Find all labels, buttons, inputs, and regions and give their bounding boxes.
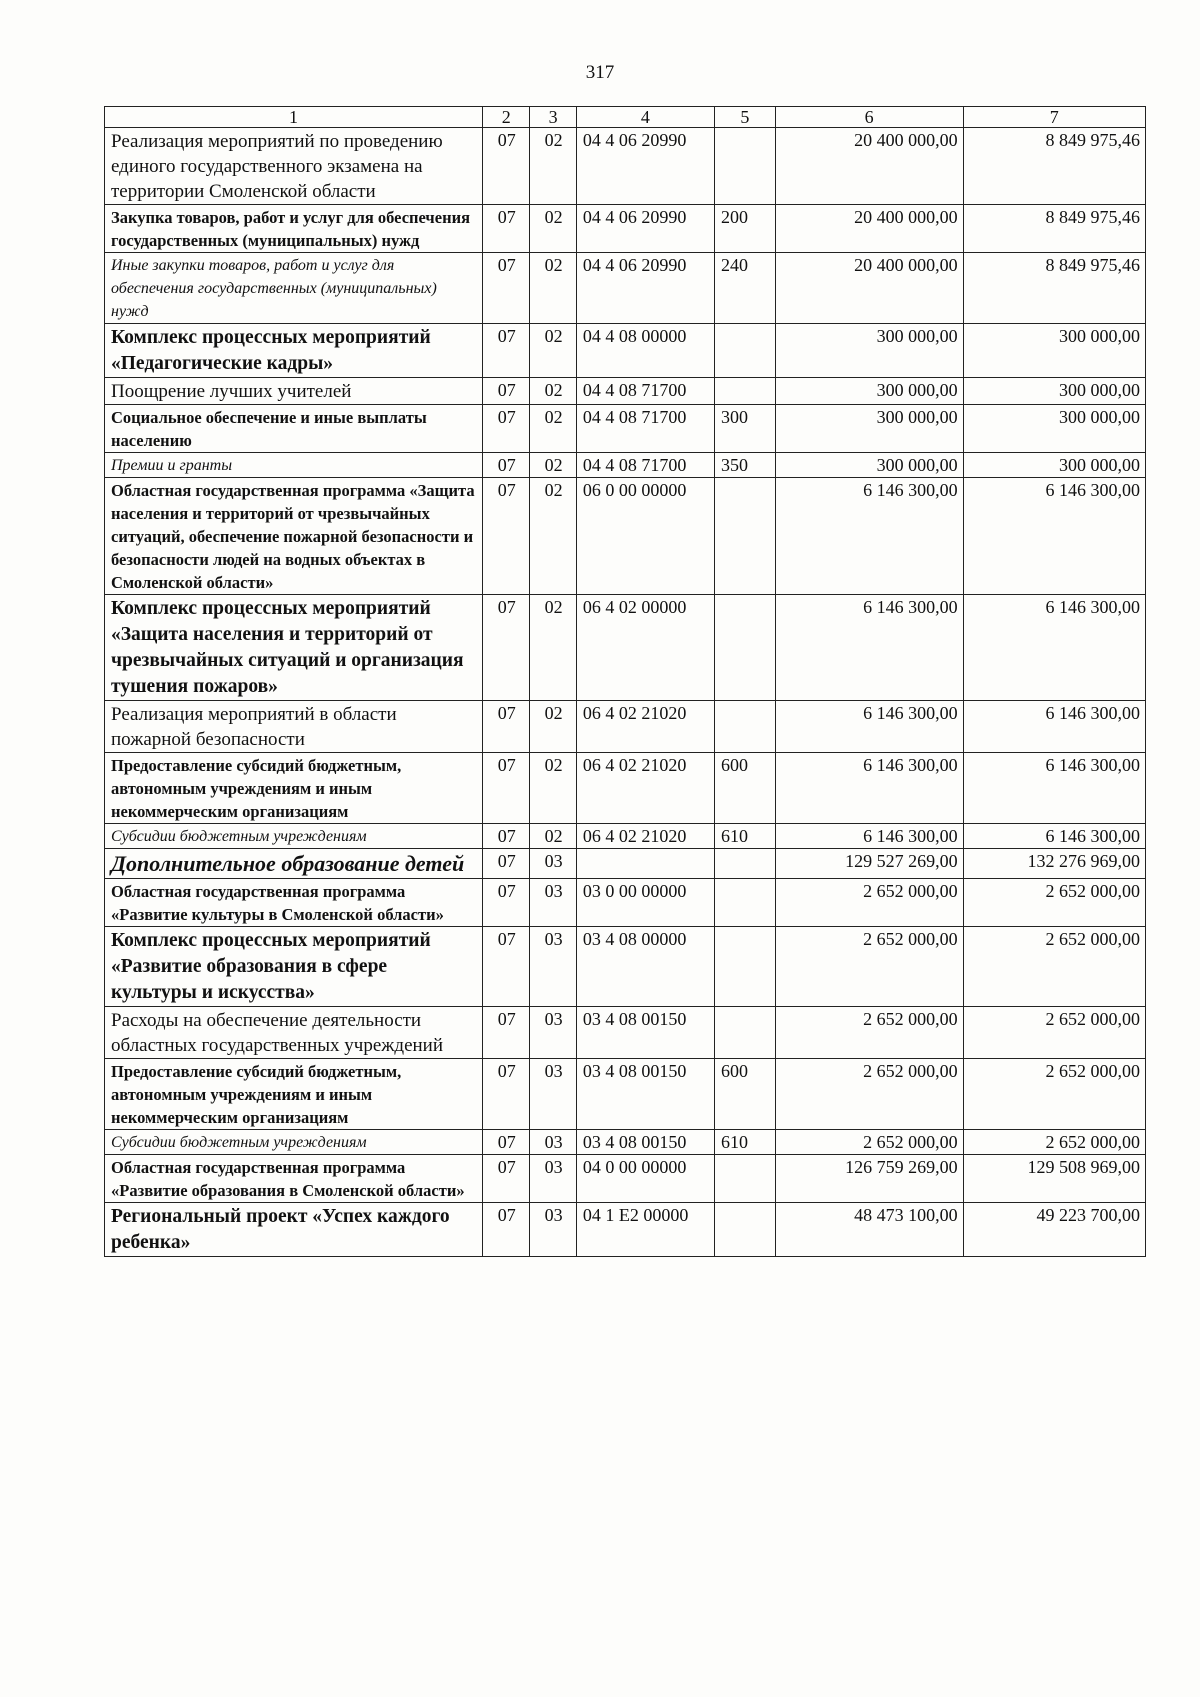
section-code-cell: 07 [482,824,530,849]
subsection-code-cell: 02 [530,824,576,849]
amount-year1-cell: 20 400 000,00 [775,253,963,324]
subsection-code-cell: 02 [530,478,576,595]
section-code-cell: 07 [482,253,530,324]
header-cell: 2 [482,107,530,128]
subsection-code-cell: 03 [530,1059,576,1130]
target-article-cell: 04 4 08 71700 [576,453,714,478]
amount-year2-cell: 49 223 700,00 [963,1203,1145,1257]
amount-year1-cell: 48 473 100,00 [775,1203,963,1257]
amount-year2-cell: 8 849 975,46 [963,253,1145,324]
row-name-cell: Областная государственная программа «Развитие культуры в Смоленской области» [105,879,483,927]
amount-year2-cell: 129 508 969,00 [963,1155,1145,1203]
expense-type-cell [714,324,775,378]
row-name-cell: Социальное обеспечение и иные выплаты населению [105,405,483,453]
expense-type-cell: 610 [714,824,775,849]
amount-year2-cell: 300 000,00 [963,378,1145,405]
target-article-cell: 06 4 02 21020 [576,753,714,824]
expense-type-cell: 240 [714,253,775,324]
table-row [105,1007,1146,1059]
table-row [105,1155,1146,1203]
target-article-cell: 03 4 08 00000 [576,927,714,1007]
target-article-cell: 04 4 08 00000 [576,324,714,378]
table-row [105,1203,1146,1257]
table-row [105,824,1146,849]
header-cell: 6 [775,107,963,128]
expense-type-cell [714,1007,775,1059]
target-article-cell: 04 0 00 00000 [576,1155,714,1203]
section-code-cell: 07 [482,927,530,1007]
amount-year1-cell: 300 000,00 [775,453,963,478]
target-article-cell: 03 0 00 00000 [576,879,714,927]
section-code-cell: 07 [482,879,530,927]
row-name-cell: Реализация мероприятий в области пожарной безопасности [105,701,483,753]
subsection-code-cell: 02 [530,378,576,405]
amount-year1-cell: 20 400 000,00 [775,205,963,253]
table-row [105,1059,1146,1130]
expense-type-cell: 610 [714,1130,775,1155]
section-code-cell: 07 [482,378,530,405]
amount-year2-cell: 132 276 969,00 [963,849,1145,879]
amount-year2-cell: 2 652 000,00 [963,1007,1145,1059]
amount-year1-cell: 129 527 269,00 [775,849,963,879]
table-row [105,253,1146,324]
target-article-cell: 04 4 06 20990 [576,128,714,205]
section-code-cell: 07 [482,1130,530,1155]
subsection-code-cell: 02 [530,701,576,753]
table-row [105,478,1146,595]
row-name-cell: Региональный проект «Успех каждого ребенка» [105,1203,483,1257]
section-code-cell: 07 [482,753,530,824]
table-row [105,378,1146,405]
amount-year2-cell: 6 146 300,00 [963,701,1145,753]
row-name-cell: Областная государственная программа «Развитие образования в Смоленской области» [105,1155,483,1203]
subsection-code-cell: 02 [530,205,576,253]
table-row [105,753,1146,824]
table-row [105,927,1146,1007]
expense-type-cell: 200 [714,205,775,253]
table-row [105,701,1146,753]
subsection-code-cell: 03 [530,849,576,879]
section-code-cell: 07 [482,1059,530,1130]
target-article-cell: 04 4 06 20990 [576,205,714,253]
subsection-code-cell: 03 [530,879,576,927]
expense-type-cell [714,927,775,1007]
header-cell: 3 [530,107,576,128]
row-name-cell: Поощрение лучших учителей [105,378,483,405]
subsection-code-cell: 02 [530,595,576,701]
table-row [105,879,1146,927]
amount-year1-cell: 6 146 300,00 [775,478,963,595]
target-article-cell: 04 1 E2 00000 [576,1203,714,1257]
expense-type-cell [714,595,775,701]
table-row [105,405,1146,453]
amount-year1-cell: 6 146 300,00 [775,595,963,701]
amount-year1-cell: 6 146 300,00 [775,824,963,849]
amount-year2-cell: 300 000,00 [963,324,1145,378]
amount-year2-cell: 6 146 300,00 [963,753,1145,824]
row-name-cell: Предоставление субсидий бюджетным, автономным учреждениям и иным некоммерческим организациям [105,1059,483,1130]
table-row [105,453,1146,478]
subsection-code-cell: 03 [530,1155,576,1203]
amount-year1-cell: 300 000,00 [775,405,963,453]
amount-year2-cell: 2 652 000,00 [963,1130,1145,1155]
amount-year2-cell: 300 000,00 [963,405,1145,453]
subsection-code-cell: 02 [530,453,576,478]
section-code-cell: 07 [482,405,530,453]
target-article-cell: 06 4 02 00000 [576,595,714,701]
section-code-cell: 07 [482,1203,530,1257]
amount-year1-cell: 2 652 000,00 [775,879,963,927]
row-name-cell: Субсидии бюджетным учреждениям [105,824,483,849]
subsection-code-cell: 02 [530,753,576,824]
row-name-cell: Иные закупки товаров, работ и услуг для обеспечения государственных (муниципальных) нужд [105,253,483,324]
section-code-cell: 07 [482,1007,530,1059]
expense-type-cell [714,1203,775,1257]
expense-type-cell [714,879,775,927]
table-row [105,1130,1146,1155]
target-article-cell: 04 4 08 71700 [576,405,714,453]
expense-type-cell [714,478,775,595]
subsection-code-cell: 02 [530,324,576,378]
subsection-code-cell: 02 [530,405,576,453]
section-code-cell: 07 [482,1155,530,1203]
expense-type-cell: 600 [714,753,775,824]
amount-year1-cell: 20 400 000,00 [775,128,963,205]
table-row [105,595,1146,701]
target-article-cell: 04 4 06 20990 [576,253,714,324]
section-code-cell: 07 [482,453,530,478]
amount-year2-cell: 300 000,00 [963,453,1145,478]
row-name-cell: Комплекс процессных мероприятий «Защита населения и территорий от чрезвычайных ситуаций и организация тушения пожаров» [105,595,483,701]
expense-type-cell: 300 [714,405,775,453]
table-row [105,324,1146,378]
budget-table [104,106,1146,1257]
amount-year1-cell: 2 652 000,00 [775,1059,963,1130]
section-code-cell: 07 [482,595,530,701]
row-name-cell: Комплекс процессных мероприятий «Развитие образования в сфере культуры и искусства» [105,927,483,1007]
section-code-cell: 07 [482,478,530,595]
amount-year1-cell: 2 652 000,00 [775,1007,963,1059]
row-name-cell: Расходы на обеспечение деятельности областных государственных учреждений [105,1007,483,1059]
amount-year2-cell: 8 849 975,46 [963,128,1145,205]
amount-year2-cell: 2 652 000,00 [963,927,1145,1007]
amount-year2-cell: 8 849 975,46 [963,205,1145,253]
target-article-cell: 06 4 02 21020 [576,701,714,753]
subsection-code-cell: 03 [530,927,576,1007]
amount-year2-cell: 2 652 000,00 [963,1059,1145,1130]
amount-year2-cell: 6 146 300,00 [963,595,1145,701]
expense-type-cell: 350 [714,453,775,478]
subsection-code-cell: 02 [530,128,576,205]
header-cell: 5 [714,107,775,128]
expense-type-cell [714,701,775,753]
subsection-code-cell: 03 [530,1203,576,1257]
amount-year1-cell: 6 146 300,00 [775,753,963,824]
target-article-cell: 06 0 00 00000 [576,478,714,595]
table-row [105,205,1146,253]
table-row [105,128,1146,205]
amount-year1-cell: 2 652 000,00 [775,1130,963,1155]
amount-year2-cell: 2 652 000,00 [963,879,1145,927]
header-cell: 7 [963,107,1145,128]
amount-year1-cell: 2 652 000,00 [775,927,963,1007]
table-row [105,849,1146,879]
expense-type-cell: 600 [714,1059,775,1130]
section-code-cell: 07 [482,849,530,879]
page-number: 317 [585,62,615,83]
expense-type-cell [714,378,775,405]
subsection-code-cell: 03 [530,1007,576,1059]
target-article-cell: 03 4 08 00150 [576,1130,714,1155]
row-name-cell: Закупка товаров, работ и услуг для обеспечения государственных (муниципальных) нужд [105,205,483,253]
target-article-cell [576,849,714,879]
row-name-cell: Дополнительное образование детей [105,849,483,879]
target-article-cell: 03 4 08 00150 [576,1059,714,1130]
section-code-cell: 07 [482,324,530,378]
row-name-cell: Премии и гранты [105,453,483,478]
row-name-cell: Предоставление субсидий бюджетным, автономным учреждениям и иным некоммерческим организациям [105,753,483,824]
amount-year1-cell: 126 759 269,00 [775,1155,963,1203]
amount-year1-cell: 6 146 300,00 [775,701,963,753]
target-article-cell: 06 4 02 21020 [576,824,714,849]
row-name-cell: Областная государственная программа «Защита населения и территорий от чрезвычайных ситуаций, обеспечение пожарной безопасности и безопасности людей на водных объектах в Смоленской области» [105,478,483,595]
table-header-row [105,107,1146,128]
subsection-code-cell: 02 [530,253,576,324]
expense-type-cell [714,128,775,205]
subsection-code-cell: 03 [530,1130,576,1155]
row-name-cell: Субсидии бюджетным учреждениям [105,1130,483,1155]
section-code-cell: 07 [482,701,530,753]
expense-type-cell [714,849,775,879]
section-code-cell: 07 [482,205,530,253]
target-article-cell: 03 4 08 00150 [576,1007,714,1059]
row-name-cell: Комплекс процессных мероприятий «Педагогические кадры» [105,324,483,378]
amount-year1-cell: 300 000,00 [775,324,963,378]
row-name-cell: Реализация мероприятий по проведению единого государственного экзамена на территории Смоленской области [105,128,483,205]
amount-year2-cell: 6 146 300,00 [963,824,1145,849]
amount-year2-cell: 6 146 300,00 [963,478,1145,595]
target-article-cell: 04 4 08 71700 [576,378,714,405]
section-code-cell: 07 [482,128,530,205]
amount-year1-cell: 300 000,00 [775,378,963,405]
header-cell: 4 [576,107,714,128]
header-cell: 1 [105,107,483,128]
expense-type-cell [714,1155,775,1203]
